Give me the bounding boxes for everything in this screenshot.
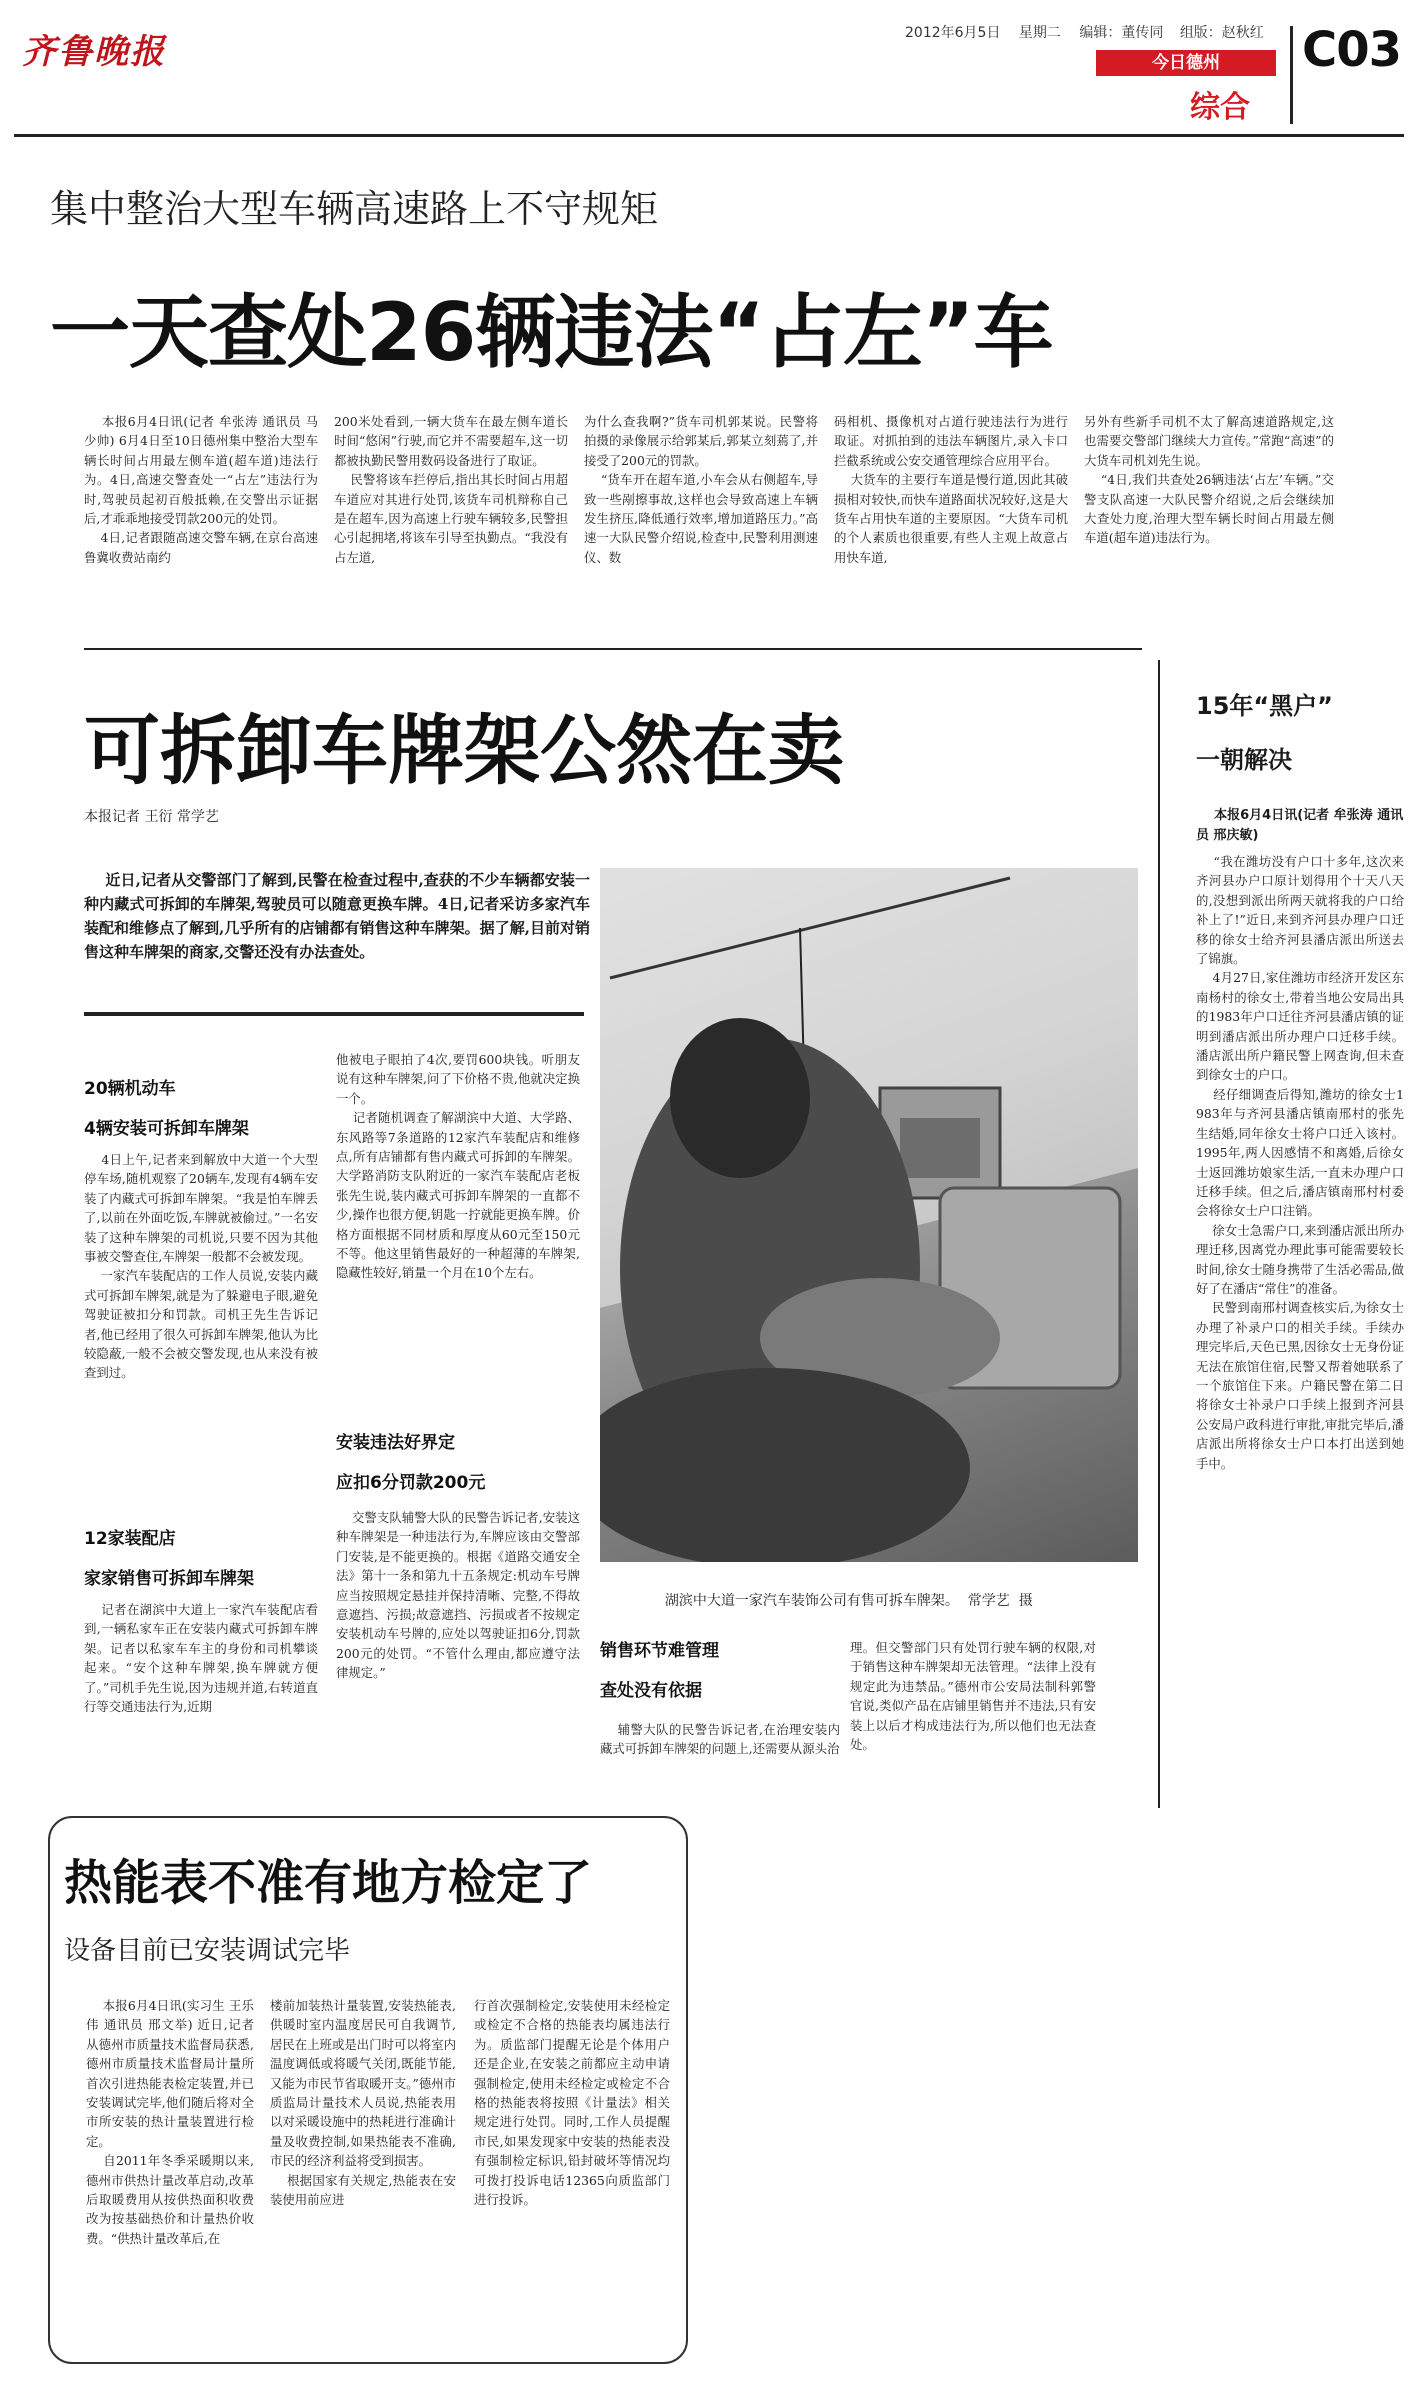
story4-subhead [64,1930,350,1967]
story2-subhead-2a: 12家装配店 [84,1529,176,1549]
newspaper-logo [22,24,172,70]
sidebar-divider [1158,660,1160,1808]
news-photo [600,868,1138,1562]
story4-column-3: 行首次强制检定,安装使用未经检定或检定不合格的热能表均属违法行为。质监部门提醒无论是个体用户还是企业,在安装之前都应主动申请强制检定,使用未经检定或检定不合格的热能表将按照《计量法》相关规定进行处罚。同时,工作人员提醒市民,如果发现家中安装的热能表没有强制检定标识,铅封破坏等情况均可拨打投诉电话12365向质监部门进行投诉。 [474,1998,670,2208]
story3-headline-2 [1196,740,1292,775]
story1-kicker-text: 集中整治大型车辆高速路上不守规矩 [50,187,659,231]
photo-caption [656,1574,1033,1610]
issue-date: 2012年6月5日 [905,25,1001,41]
story3-byline: 本报6月4日讯(记者 牟张涛 通讯员 邢庆敏) [1196,808,1404,843]
story2-column-d: 理。但交警部门只有处罚行驶车辆的权限,对于销售这种车牌架却无法管理。“法律上没有规定此为违禁品。”德州市公安局法制科郭警官说,类似产品在店铺里销售并不违法,只有安装上以后才构成违法行为,所以他们也无法查处。 [850,1640,1096,1753]
photo-caption-text: 湖滨中大道一家汽车装饰公司有售可拆车牌架。 常学艺 摄 [664,1593,1033,1609]
issue-info [905,22,1264,44]
story4-column-1: 本报6月4日讯(实习生 王乐伟 通讯员 邢文举) 近日,记者从德州市质量技术监督局获悉,德州市质量技术监督局计量所首次引进热能表检定装置,并已安装调试完毕,他们随后将对全市所安装的热计量装置进行检定。 自2011年冬季采暖期以来,德州市供热计量改革启动,改革后取暖费用从按供热面积收费改为按基础热价和计量热价收费。“供热计量改革后,在 [86,1998,254,2246]
issue-editor: 编辑：董传同 [1079,25,1164,41]
story3-headline-1 [1196,686,1333,721]
story2-top-rule [84,648,1142,650]
story1-column-3: 为什么查我啊?”货车司机郭某说。民警将拍摄的录像展示给郭某后,郭某立刻蔫了,并接受了200元的罚款。 “货车开在超车道,小车会从右侧超车,导致一些剐擦事故,这样也会导致高速上车辆发生挤压,降低通行效率,增加道路压力。”高速一大队民警介绍说,检查中,民警利用测速仪、数 [584,414,818,565]
story1-kicker [50,178,658,233]
masthead-rule [14,134,1404,137]
story2-column-b2: 交警支队辅警大队的民警告诉记者,安装这种车牌架是一种违法行为,车牌应该由交警部门安装,是不能更换的。根据《道路交通安全法》第十一条和第九十五条规定:机动车号牌应当按照规定悬挂并保持清晰、完整,不得故意遮挡、污损;故意遮挡、污损或者不按规定安装机动车号牌的,应处以驾驶证扣6分,罚款200元的处罚。“不管什么理由,都应遵守法律规定。” [336,1510,580,1681]
story2-headline-text: 可拆卸车牌架公然在卖 [84,706,844,795]
story1-headline [50,268,1052,383]
section-name-text: 综合 [1190,90,1250,125]
story3-body: “我在潍坊没有户口十多年,这次来齐河县办户口原计划得用个十天八天的,没想到派出所两天就将我的户口给补上了!”近日,来到齐河县办理户口迁移的徐女士给齐河县潘店派出所送去了锦旗。 4月27日,家住潍坊市经济开发区东南杨村的徐女士,带着当地公安局出具的1983年户口迁往齐河县潘店镇的证明到潘店派出所办理户口迁移手续。潘店派出所户籍民警上网查询,但未查到徐女士的户口。 经仔细调查后得知,潍坊的徐女士1983年与齐河县潘店镇南邢村的张先生结婚,同年徐女士将户口迁入该村。1995年,两人因感情不和离婚,后徐女士返回潍坊娘家生活,一直未办理户口迁移手续。但之后,潘店镇南邢村村委会将徐女士户口注销。 徐女士急需户口,来到潘店派出所办理迁移,因离党办理此事可能需要较长时间,徐女士随身携带了生活必需品,做好了在潘店“常住”的准备。 民警到南邢村调查核实后,为徐女士办理了补录户口的相关手续。手续办理完毕后,天色已黑,因徐女士无身份证无法在旅馆住宿,民警又帮着她联系了一个旅馆住下来。户籍民警在第二日将徐女士补录户口手续上报到齐河县公安局户政科进行审批,审批完毕后,潘店派出所将徐女士户口本打出送到她手中。 [1196,854,1404,1471]
story2-byline-text: 本报记者 王衍 常学艺 [84,809,219,825]
page-number [1302,22,1401,78]
story3-headline-2-text: 一朝解决 [1196,746,1292,774]
story2-lead: 近日,记者从交警部门了解到,民警在检查过程中,查获的不少车辆都安装一种内藏式可拆卸的车牌架,驾驶员可以随意更换车牌。4日,记者采访多家汽车装配和维修点了解到,几乎所有的店铺都有销售这种车牌架。据了解,目前对销售这种车牌架的商家,交警还没有办法查处。 [84,871,590,961]
story2-subhead-1a: 20辆机动车 [84,1079,176,1099]
story2-subhead-1b: 4辆安装可拆卸车牌架 [84,1119,249,1139]
story2-headline [84,690,844,799]
story2-lead-rule [84,1012,584,1016]
story2-subhead-4b: 查处没有依据 [600,1681,702,1701]
story2-column-a2: 记者在湖滨中大道上一家汽车装配店看到,一辆私家车正在安装内藏式可拆卸车牌架。记者以私家车车主的身份和司机攀谈起来。“安个这种车牌架,换车牌就方便了。”司机手先生说,因为违规并道,右转道直行等交通违法行为,近期 [84,1602,318,1715]
story2-subhead-3a: 安装违法好界定 [336,1433,455,1453]
story1-headline-text: 一天查处26辆违法“占左”车 [50,286,1053,379]
story2-subhead-3b: 应扣6分罚款200元 [336,1473,486,1493]
story2-byline [84,806,219,826]
story1-column-4: 码相机、摄像机对占道行驶违法行为进行取证。对抓拍到的违法车辆图片,录入卡口拦截系统或公安交通管理综合应用平台。 大货车的主要行车道是慢行道,因此其破损相对较快,而快车道路面状况较好,这是大货车占用快车道的主要原因。“大货车司机的个人素质也很重要,有些人主观上故意占用快车道, [834,414,1068,565]
issue-layout: 组版：赵秋红 [1179,25,1264,41]
masthead-divider-vertical [1290,26,1293,124]
story2-column-b1: 他被电子眼拍了4次,要罚600块钱。听朋友说有这种车牌架,问了下价格不贵,他就决定换一个。 记者随机调查了解湖滨中大道、大学路、东风路等7条道路的12家汽车装配店和维修点,所有店铺都有售内藏式可拆卸的车牌架。大学路消防支队附近的一家汽车装配店老板张先生说,装内藏式可拆卸车牌架的一直都不少,操作也很方便,钥匙一拧就能更换车牌。价格方面根据不同材质和厚度从60元至150元不等。他这里销售最好的一种超薄的车牌架,隐藏性较好,销量一个月在10个左右。 [336,1052,580,1281]
story1-column-2: 200米处看到,一辆大货车在最左侧车道长时间“悠闲”行驶,而它并不需要超车,这一切都被执勤民警用数码设备进行了取证。 民警将该车拦停后,指出其长时间占用超车道应对其进行处罚,该货车司机辩称自己是在超车,因为高速上行驶车辆较多,民警担心引起拥堵,将该车引导至执勤点。“我没有占左道, [334,414,568,565]
logo-text: 齐鲁晚报 [22,32,166,72]
story4-headline-text: 热能表不准有地方检定了 [64,1855,593,1911]
story4-column-2: 楼前加装热计量装置,安装热能表,供暖时室内温度居民可自我调节,居民在上班或是出门时可以将室内温度调低或将暖气关闭,既能节能,又能为市民节省取暖开支。”德州市质监局计量技术人员说,热能表用以对采暖设施中的热耗进行准确计量及收费控制,如果热能表不准确,市民的经济利益将受到损害。 根据国家有关规定,热能表在安装使用前应进 [270,1998,456,2208]
story2-subhead-2b: 家家销售可拆卸车牌架 [84,1569,254,1589]
issue-weekday: 星期二 [1018,25,1061,41]
story4-headline [64,1844,592,1913]
story4-subhead-text: 设备目前已安装调试完毕 [64,1936,351,1966]
story2-column-c: 辅警大队的民警告诉记者,在治理安装内藏式可拆卸车牌架的问题上,还需要从源头治 [600,1722,840,1757]
story2-column-a1: 4日上午,记者来到解放中大道一个大型停车场,随机观察了20辆车,发现有4辆车安装了内藏式可拆卸车牌架。“我是怕车牌丢了,以前在外面吃饭,车牌就被偷过。”一名安装了这种车牌架的司机说,只要不因为其他事被交警查住,车牌架一般都不会被发现。 一家汽车装配店的工作人员说,安装内藏式可拆卸车牌架,就是为了躲避电子眼,避免驾驶证被扣分和罚款。司机王先生告诉记者,他已经用了很久可拆卸车牌架,他认为比较隐蔽,一般不会被交警发现,也从来没有被查到过。 [84,1152,318,1381]
story2-subhead-4a: 销售环节难管理 [600,1641,719,1661]
page-number-text: C03 [1302,22,1402,78]
photo-illustration [600,868,1138,1562]
section-name [1190,82,1250,126]
story1-column-1: 本报6月4日讯(记者 牟张涛 通讯员 马少帅) 6月4日至10日德州集中整治大型车辆长时间占用最左侧车道(超车道)违法行为。4日,高速交警查处一“占左”违法行为时,驾驶员起初百般抵赖,在交警出示证据后,才乖乖地接受罚款200元的处罚。 4日,记者跟随高速交警车辆,在京台高速鲁冀收费站南约 [84,414,318,565]
section-tag-text: 今日德州 [1152,53,1220,73]
story3-headline-1-text: 15年“黑户” [1196,692,1333,720]
section-tag [1096,50,1276,76]
story1-column-5: 另外有些新手司机不太了解高速道路规定,这也需要交警部门继续大力宣传。”常跑“高速”的大货车司机刘先生说。 “4日,我们共查处26辆违法‘占左’车辆。”交警支队高速一大队民警介绍说,之后会继续加大查处力度,治理大型车辆长时间占用最左侧车道(超车道)违法行为。 [1084,414,1334,546]
